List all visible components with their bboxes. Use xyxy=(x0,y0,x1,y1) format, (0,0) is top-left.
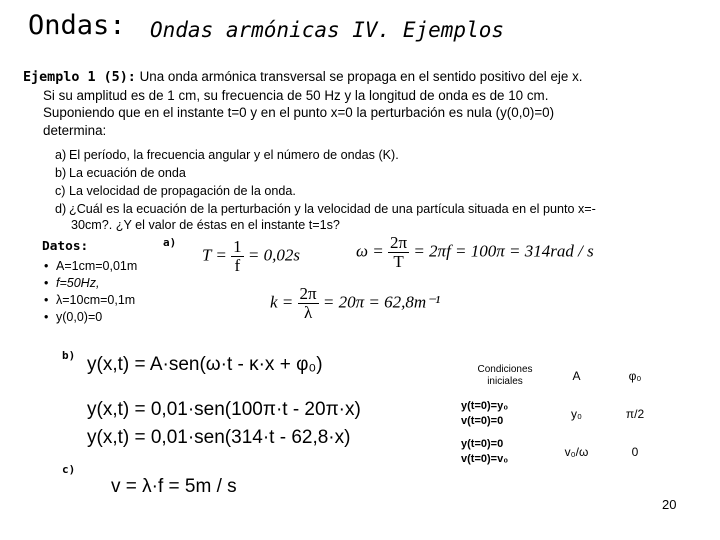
equation-angular-frequency: ω = $\frac{2\pi}{T}$ = 2πf = 100π = 314rad / s xyxy=(356,233,594,271)
problem-statement xyxy=(23,68,703,139)
equation-period: T = $\frac{1}{f}$ = 0,02s xyxy=(202,237,300,275)
equation-wave-numeric: y(x,t) = 0,01·sen(314·t - 62,8·x) xyxy=(87,427,351,448)
question-b: b) La ecuación de onda xyxy=(55,166,186,180)
equation-wave-substituted: y(x,t) = 0,01·sen(100π·t - 20π·x) xyxy=(87,399,361,420)
section-label-b: b) xyxy=(62,349,76,362)
header-phase: φ₀ xyxy=(628,369,642,383)
header-amplitude: A xyxy=(572,369,581,383)
section-label-c: c) xyxy=(62,463,76,476)
example-heading: Ejemplo 1 (5): xyxy=(23,70,136,85)
datum-amplitude: • A=1cm=0,01m xyxy=(44,259,138,273)
statement-line-3: Suponiendo que en el instante t=0 y en el punto x=0 la perturbación es nula (y(0,0)=0) xyxy=(43,105,555,120)
table-row: y(t=0)=0 v(t=0)=v₀ v₀/ω 0 xyxy=(461,438,639,465)
equation-propagation-velocity: v = λ·f = 5m / s xyxy=(111,476,237,497)
initial-conditions-table xyxy=(461,358,666,470)
datum-frequency: • f=50Hz, xyxy=(44,276,100,290)
datum-wavelength: • λ=10cm=0,1m xyxy=(44,293,136,307)
page-subtitle: Ondas armónicas IV. Ejemplos xyxy=(150,18,505,42)
header-conditions: Condiciones iniciales xyxy=(477,364,533,387)
equation-wave-general: y(x,t) = A·sen(ω·t - κ·x + φ₀) xyxy=(87,354,323,375)
statement-line-2: Si su amplitud es de 1 cm, su frecuencia de 50 Hz y la longitud de onda es de 10 cm. xyxy=(43,87,549,103)
section-label-a: a) xyxy=(163,236,177,249)
page-number: 20 xyxy=(662,497,677,512)
datos-heading: Datos: xyxy=(42,239,89,254)
statement-line-1: Una onda armónica transversal se propaga en el sentido positivo del eje x. xyxy=(135,69,583,84)
question-c: c) La velocidad de propagación de la onda. xyxy=(55,184,296,198)
question-d: d) ¿Cuál es la ecuación de la perturbación y la velocidad de una partícula situada en el punto x=- xyxy=(55,202,596,216)
page-title: Ondas: xyxy=(28,10,126,41)
question-d-continued: 30cm?. ¿Y el valor de éstas en el instante t=1s? xyxy=(71,218,340,232)
question-a: a) El período, la frecuencia angular y el número de ondas (K). xyxy=(55,148,399,162)
table-row: y(t=0)=y₀ v(t=0)=0 y₀ π/2 xyxy=(461,400,645,427)
equation-wave-number: k = $\frac{2\pi}{\lambda}$ = 20π = 62,8m⁻¹ xyxy=(270,284,441,322)
datum-initial-condition: • y(0,0)=0 xyxy=(44,310,103,324)
table-header-row xyxy=(461,358,666,394)
statement-line-4: determina: xyxy=(43,122,107,138)
